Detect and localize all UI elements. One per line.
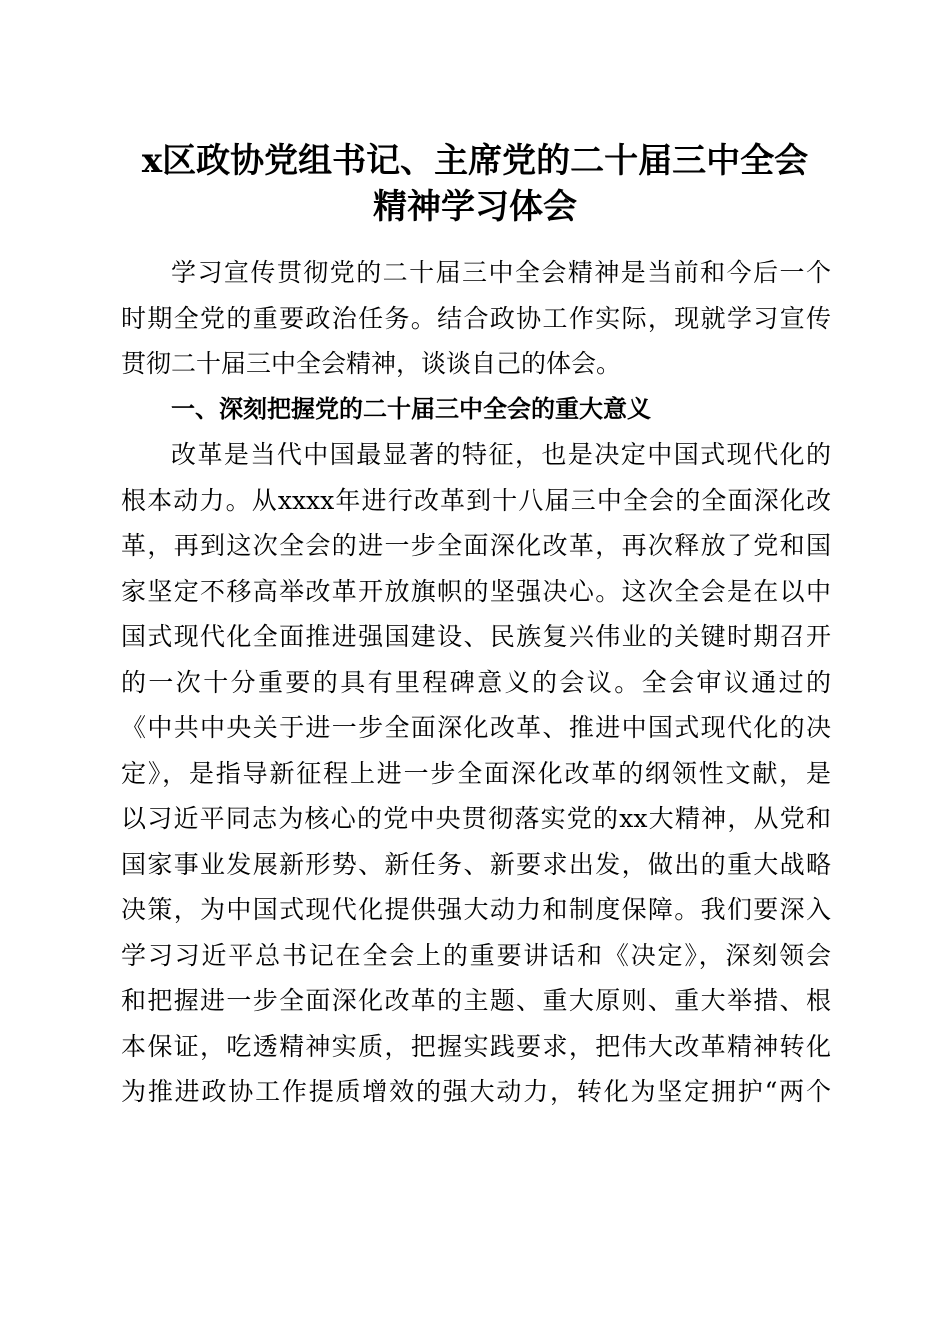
paragraph-line: 本保证，吃透精神实质，把握实践要求，把伟大改革精神转化 [121,1031,831,1061]
paragraph-line: 学习习近平总书记在全会上的重要讲话和《决定》，深刻领会 [121,940,831,970]
paragraph-line: 和把握进一步全面深化改革的主题、重大原则、重大举措、根 [121,986,831,1015]
document-body [121,250,831,1115]
paragraph-line: 的一次十分重要的具有里程碑意义的会议。全会审议通过的 [121,667,831,697]
paragraph-line: 国家事业发展新形势、新任务、新要求出发，做出的重大战略 [121,849,831,879]
document-title-line-2: 精神学习体会 [373,187,577,227]
section-heading: 一、深刻把握党的二十届三中全会的重大意义 [171,394,651,423]
paragraph-line: 以习近平同志为核心的党中央贯彻落实党的xx大精神，从党和 [121,804,831,833]
paragraph-line: 根本动力。从xxxx年进行改革到十八届三中全会的全面深化改 [121,485,831,515]
paragraph-line: 《中共中央关于进一步全面深化改革、推进中国式现代化的决 [121,713,831,742]
paragraph-line: 国式现代化全面推进强国建设、民族复兴伟业的关键时期召开 [121,622,831,651]
paragraph-line: 决策，为中国式现代化提供强大动力和制度保障。我们要深入 [121,895,831,924]
paragraph-line: 贯彻二十届三中全会精神，谈谈自己的体会。 [121,349,622,378]
paragraph-line: 改革是当代中国最显著的特征，也是决定中国式现代化的 [171,440,831,469]
paragraph-line: 定》，是指导新征程上进一步全面深化改革的纲领性文献，是 [121,758,831,788]
paragraph-line: 家坚定不移高举改革开放旗帜的坚强决心。这次全会是在以中 [121,576,831,606]
paragraph-line: 时期全党的重要政治任务。结合政协工作实际，现就学习宣传 [121,303,831,333]
paragraph-line: 为推进政协工作提质增效的强大动力，转化为坚定拥护“两个 [121,1077,831,1106]
paragraph-line: 革，再到这次全会的进一步全面深化改革，再次释放了党和国 [121,531,831,560]
document-title-line-1: x区政协党组书记、主席党的二十届三中全会 [141,141,809,181]
paragraph-line: 学习宣传贯彻党的二十届三中全会精神是当前和今后一个 [171,258,831,287]
